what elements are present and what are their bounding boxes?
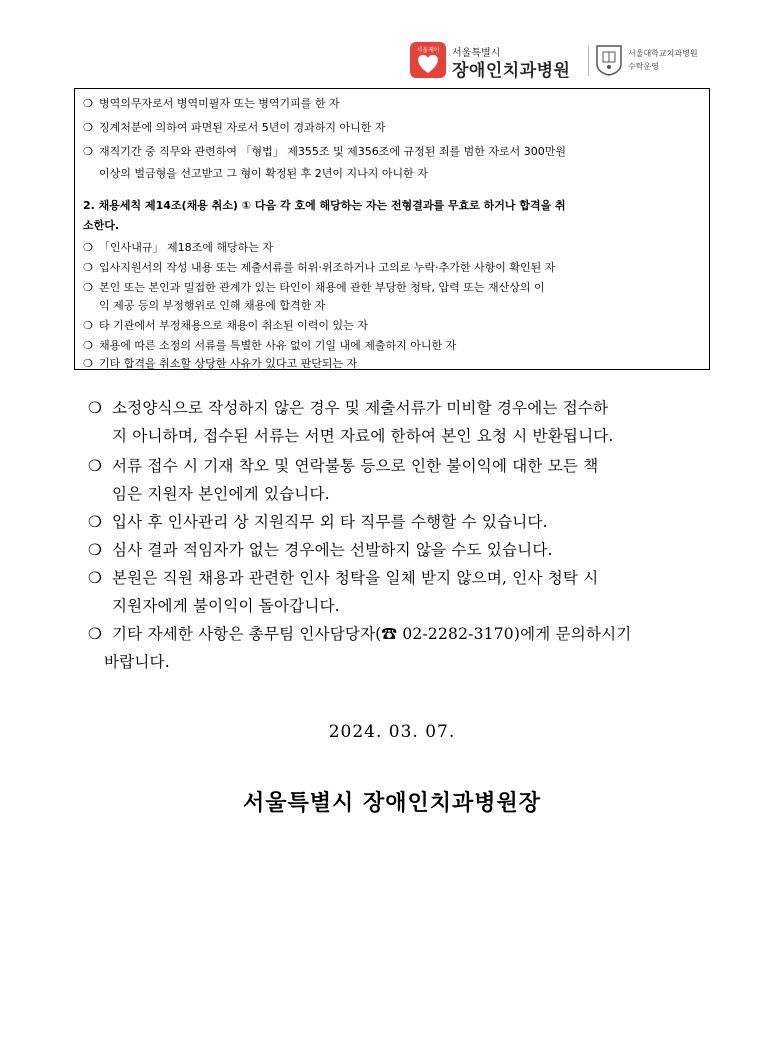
note-line-cont: 지원자에게 불이익이 돌아갑니다. <box>112 597 340 615</box>
list-item: ❍ 기타 합격을 취소할 상당한 사유가 있다고 판단되는 자 <box>83 357 358 370</box>
snu-seal-icon <box>594 44 624 76</box>
disqualification-box <box>74 88 710 370</box>
list-item: ❍ 채용에 따른 소정의 서류를 특별한 사유 없이 기일 내에 제출하지 아니한 자 <box>83 339 457 352</box>
list-item-cont: 익 제공 등의 부정행위로 인해 채용에 합격한 자 <box>99 299 326 312</box>
box-line: 이상의 벌금형을 선고받고 그 형이 확정된 후 2년이 지나지 아니한 자 <box>99 167 428 180</box>
logo-badge-text: 서울케어 <box>416 47 440 54</box>
list-item: ❍ 타 기관에서 부정채용으로 채용이 취소된 이력이 있는 자 <box>83 319 368 332</box>
section-title: 2. 채용세칙 제14조(채용 취소) ① 다음 각 호에 해당하는 자는 전형결과를 무효로 하거나 합격을 취 <box>83 199 566 212</box>
note-line-cont: 임은 지원자 본인에게 있습니다. <box>112 485 330 503</box>
box-line: ❍ 병역의무자로서 병역미필자 또는 병역기피를 한 자 <box>83 97 340 110</box>
note-line: ❍ 본원은 직원 채용과 관련한 인사 청탁을 일체 받지 않으며, 인사 청탁 시 <box>88 569 599 587</box>
university-sub: 수탁운영 <box>628 62 659 71</box>
header <box>410 42 750 82</box>
logo-city-text: 서울특별시 <box>452 48 501 59</box>
note-line-cont: 바랍니다. <box>104 653 170 671</box>
logo-divider <box>588 46 589 76</box>
list-item: ❍ 「인사내규」 제18조에 해당하는 자 <box>83 241 273 254</box>
seoul-care-heart-logo <box>410 42 446 78</box>
note-line: ❍ 서류 접수 시 기재 착오 및 연락불통 등으로 인한 불이익에 대한 모든 책 <box>88 457 599 475</box>
box-line: ❍ 재직기간 중 직무와 관련하여 「형법」 제355조 및 제356조에 규정된 죄를 범한 자로서 300만원 <box>83 145 566 158</box>
note-line: ❍ 소정양식으로 작성하지 않은 경우 및 제출서류가 미비할 경우에는 접수하 <box>88 399 609 417</box>
list-item: ❍ 입사지원서의 작성 내용 또는 제출서류를 허위·위조하거나 고의로 누락·추가한 사항이 확인된 자 <box>83 261 556 274</box>
note-line: ❍ 기타 자세한 사항은 총무팀 인사담당자(☎ 02-2282-3170)에게 문의하시기 <box>88 625 632 643</box>
list-item: ❍ 본인 또는 본인과 밀접한 관계가 있는 타인이 채용에 관한 부당한 청탁, 압력 또는 재산상의 이 <box>83 281 545 294</box>
box-line: ❍ 징계처분에 의하여 파면된 자로서 5년이 경과하지 아니한 자 <box>83 121 386 134</box>
section-title-cont: 소한다. <box>83 219 120 232</box>
document-date: 2024. 03. 07. <box>328 722 456 742</box>
signature-line: 서울특별시 장애인치과병원장 <box>243 790 541 816</box>
university-name: 서울대학교치과병원 <box>628 49 698 58</box>
note-line: ❍ 심사 결과 적임자가 없는 경우에는 선발하지 않을 수도 있습니다. <box>88 541 553 559</box>
note-line: ❍ 입사 후 인사관리 상 지원직무 외 타 직무를 수행할 수 있습니다. <box>88 513 548 531</box>
note-line-cont: 지 아니하며, 접수된 서류는 서면 자료에 한하여 본인 요청 시 반환됩니다. <box>112 427 614 445</box>
logo-hospital-name: 장애인치과병원 <box>452 61 571 81</box>
